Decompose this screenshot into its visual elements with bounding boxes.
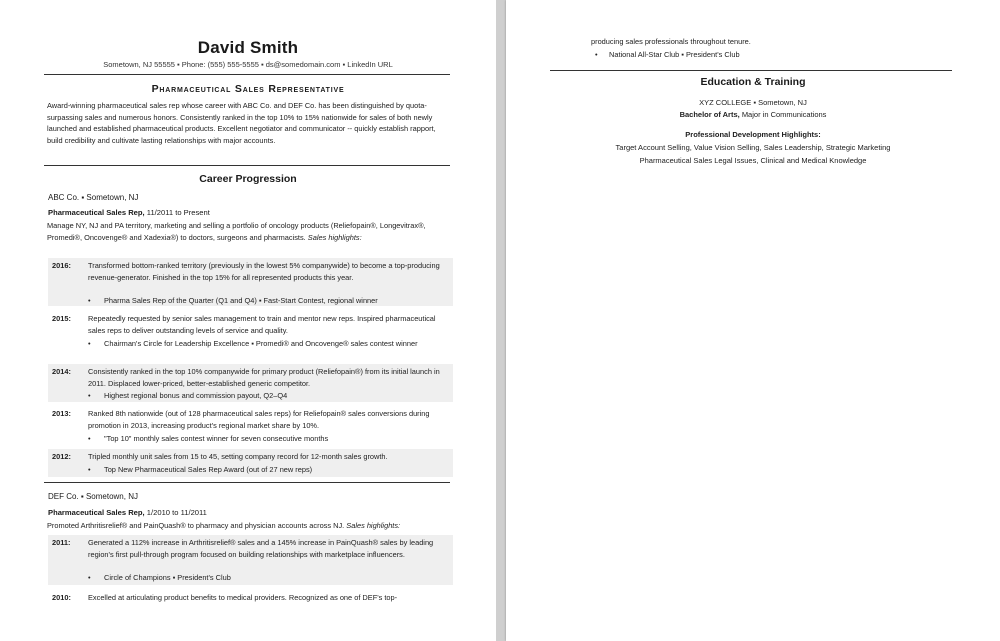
- role-description: Manage NY, NJ and PA territory, marketing and selling a portfolio of oncology products (Reliefopain®, Longevitrax®, Promedi®, Oncovenge® and Xadexia®) to doctors, surgeons and pharmacists.: [47, 221, 426, 242]
- education-heading: Education & Training: [700, 76, 806, 88]
- year-bullet: • Top New Pharmaceutical Sales Rep Award (out of 27 new reps): [90, 464, 447, 476]
- year-row-2010: [48, 590, 453, 610]
- year-text: Generated a 112% increase in Arthritisrelief® sales and a 145% increase in PainQuash® sales by leading region's first pull-through program focused on building relationships with marketplace influencers.: [88, 538, 434, 559]
- divider: [44, 165, 450, 166]
- year-row-2016: [48, 258, 453, 306]
- role-def: [48, 508, 207, 517]
- pd-heading: Professional Development Highlights:: [685, 130, 821, 139]
- year-text: Consistently ranked in the top 10% companywide for primary product (Reliefopain®) from its initial launch in 2011. Displaced lower-priced, better-established generic competitor.: [88, 367, 440, 388]
- contact-line: Sometown, NJ 55555 ▪ Phone: (555) 555-5555 ▪ ds@somedomain.com ▪ LinkedIn URL: [103, 60, 393, 69]
- year-label: 2012:: [52, 452, 71, 461]
- year-text: Tripled monthly unit sales from 15 to 45, setting company record for 12-month sales growth.: [88, 452, 388, 461]
- year-row-2015: [48, 311, 453, 361]
- pd-line-1: Target Account Selling, Value Vision Selling, Sales Leadership, Strategic Marketing: [615, 143, 891, 152]
- year-label: 2011:: [52, 538, 71, 547]
- company-def: DEF Co. ▪ Sometown, NJ: [48, 492, 138, 501]
- college-line: XYZ COLLEGE ▪ Sometown, NJ: [699, 98, 807, 107]
- year-bullet: • Pharma Sales Rep of the Quarter (Q1 and Q4) ▪ Fast-Start Contest, regional winner: [90, 295, 447, 307]
- pd-line-2: Pharmaceutical Sales Legal Issues, Clinical and Medical Knowledge: [639, 156, 867, 165]
- year-label: 2014:: [52, 367, 71, 376]
- year-row-2012: [48, 449, 453, 477]
- role-description-def: [47, 520, 449, 532]
- year-text: Transformed bottom-ranked territory (previously in the lowest 5% companywide) to become a top-producing revenue-generator. Finished in the top 15% for all represented products this year.: [88, 261, 440, 282]
- company-abc: ABC Co. ▪ Sometown, NJ: [48, 193, 139, 202]
- candidate-name: David Smith: [197, 38, 299, 57]
- year-text: Excelled at articulating product benefits to medical providers. Recognized as one of DEF's top-: [88, 593, 398, 602]
- divider: [44, 74, 450, 75]
- year-bullet: • "Top 10" monthly sales contest winner for seven consecutive months: [90, 433, 447, 445]
- highlights-label: Sales highlights:: [346, 521, 401, 530]
- highlights-label: Sales highlights:: [307, 232, 362, 242]
- year-bullet: • Circle of Champions ▪ President's Club: [90, 572, 447, 584]
- role-abc: [48, 208, 210, 217]
- year-bullet: • Chairman's Circle for Leadership Excellence ▪ Promedi® and Oncovenge® sales contest winner: [90, 338, 447, 350]
- divider: [44, 482, 450, 483]
- year-row-2014: [48, 364, 453, 402]
- year-row-2011: [48, 535, 453, 585]
- year-text: Ranked 8th nationwide (out of 128 pharmaceutical sales reps) for Reliefopain® sales conversions during promotion in 2013, increasing product's regional market share by 10%.: [88, 409, 430, 430]
- continuation-text: producing sales professionals throughout tenure.: [591, 37, 751, 46]
- summary-paragraph: Award-winning pharmaceutical sales rep whose career with ABC Co. and DEF Co. has been distinguished by quota-surpassing sales and numerous honors. Consistently ranked in the top 10% to 15% nationwide for sales of both newly launched and established pharmaceutical products. Excellent negotiator and communicator -- quickly establish rapport, build credibility and cultivate lasting relationships with major accounts.: [47, 101, 436, 145]
- year-label: 2010:: [52, 593, 71, 602]
- role-dates: 11/2011 to Present: [146, 208, 210, 217]
- year-text: Repeatedly requested by senior sales management to train and mentor new reps. Inspired pharmaceutical sales reps to deliver outstanding levels of service and quality.: [88, 314, 436, 335]
- degree-line: Bachelor of Arts, Major in Communications: [679, 110, 827, 119]
- role-title: Pharmaceutical Sales Rep,: [48, 208, 145, 217]
- resume-title: Pharmaceutical Sales Representative: [151, 83, 345, 95]
- year-label: 2016:: [52, 261, 71, 270]
- role-description: Promoted Arthritisrelief® and PainQuash® to pharmacy and physician accounts across NJ.: [47, 521, 345, 530]
- year-bullet: • Highest regional bonus and commission payout, Q2–Q4: [90, 390, 447, 402]
- divider: [550, 70, 952, 71]
- year-label: 2015:: [52, 314, 71, 323]
- role-title: Pharmaceutical Sales Rep,: [48, 508, 145, 517]
- role-description-abc: [47, 220, 449, 243]
- role-dates: 1/2010 to 11/2011: [146, 508, 207, 517]
- career-heading: Career Progression: [199, 173, 297, 185]
- resume-page-1: [0, 0, 496, 641]
- page-gap: [496, 0, 506, 641]
- resume-page-2: producing sales professionals throughout tenure. • National All-Star Club ▪ President's Club Education & Training XYZ COLLEGE ▪ Sometown, NJ Bachelor of Arts, Major in Communications Professional Development Highlights: Target Account Selling, Value Vision Selling, Sales Leadership, Strategic Marketing Pharmaceutical Sales Legal Issues, Clinical and Medical Knowledge: [506, 0, 1000, 641]
- year-row-2013: [48, 406, 453, 446]
- year-label: 2013:: [52, 409, 71, 418]
